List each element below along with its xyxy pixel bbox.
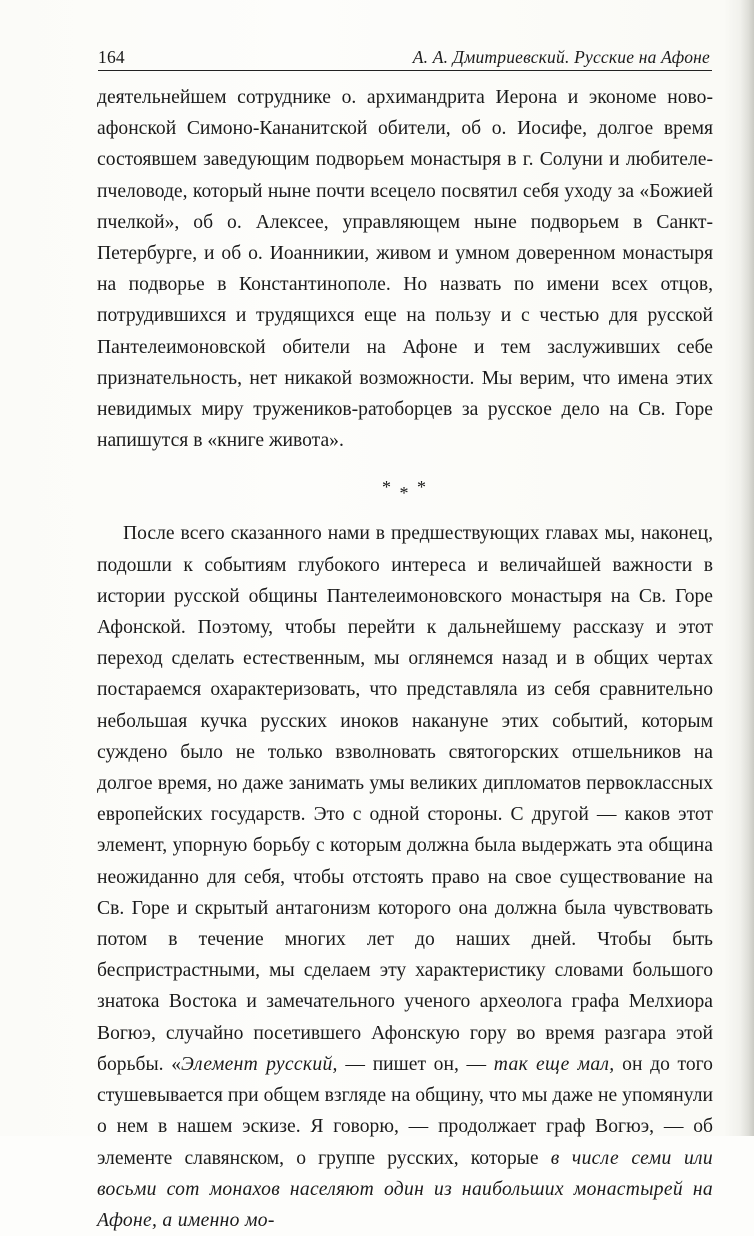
section-separator [97,456,713,518]
quote-italic-3: в числе семи или восьми сот монахов населяют один из наибольших монастырей на Афоне, а именно мо- [97,1147,713,1231]
paragraph-2-part-1: После всего сказанного нами в предшествующих главах мы, наконец, подошли к событиям глубокого интереса и величайшей важности в истории русской общины Пантелеимоновского монастыря на Св. Горе Афонской. Поэтому, чтобы перейти к дальнейшему рассказу и этот переход сделать естественным, мы оглянемся назад и в общих чертах постараемся охарактеризовать, что представляла из себя сравнительно небольшая кучка русских иноков накануне этих событий, которым суждено было не только взволновать святогорских отшельников на долгое время, но даже занимать умы великих дипломатов первоклассных европейских государств. Это с одной стороны. С другой — каков этот элемент, упорную борьбу с которым должна была выдержать эта община неожиданно для себя, чтобы отстоять право на свое существование на Св. Горе и скрытый антагонизм которого она должна была чувствовать потом в течение многих лет до наших дней. Чтобы быть беспристрастными, мы сделаем эту характеристику словами большого знатока Востока и замечательного ученого археолога графа Мелхиора Вогюэ, случайно посетившего Афонскую гору во время разгара этой борьбы. « [97,523,713,1075]
body-text [97,82,713,1236]
page-number: 164 [98,47,125,67]
asterism-left: * [382,477,393,498]
asterism-middle: * [399,483,411,504]
paragraph-2-part-2: — пишет он, — [337,1053,494,1075]
running-header [98,44,712,71]
quote-italic-1: Элемент русский, [181,1053,338,1075]
paragraph-2-part-3: он до того стушевывается при общем взгляде на общину, что мы даже не упомянули о нем в нашем эскизе. Я говорю, — продолжает граф Вогюэ, — об элементе славянском, о группе русских, которые [97,1053,713,1169]
running-title: А. А. Дмитриевский. Русские на Афоне [412,47,710,67]
quote-italic-2: так еще мал, [493,1053,615,1075]
paragraph-2 [97,518,713,1236]
paragraph-1: деятельнейшем сотруднике о. архимандрита Иерона и экономе новоафонской Симоно-Кананитской обители, об о. Иосифе, долгое время состоявшем заведующим подворьем монастыря в г. Солуни и любителе-пчеловоде, который ныне почти всецело посвятил себя уходу за «Божией пчелкой», об о. Алексее, управляющем ныне подворьем в Санкт-Петербурге, и об о. Иоанникии, живом и умном доверенном монастыря на подворье в Константинополе. Но назвать по имени всех отцов, потрудившихся и трудящихся еще на пользу и с честью для русской Пантелеимоновской обители на Афоне и тем заслуживших себе признательность, нет никакой возможности. Мы верим, что имена этих невидимых миру тружеников-ратоборцев за русское дело на Св. Горе напишутся в «книге живота». [97,87,713,452]
asterism-right: * [417,477,428,498]
page-edge-shadow [740,0,754,1136]
